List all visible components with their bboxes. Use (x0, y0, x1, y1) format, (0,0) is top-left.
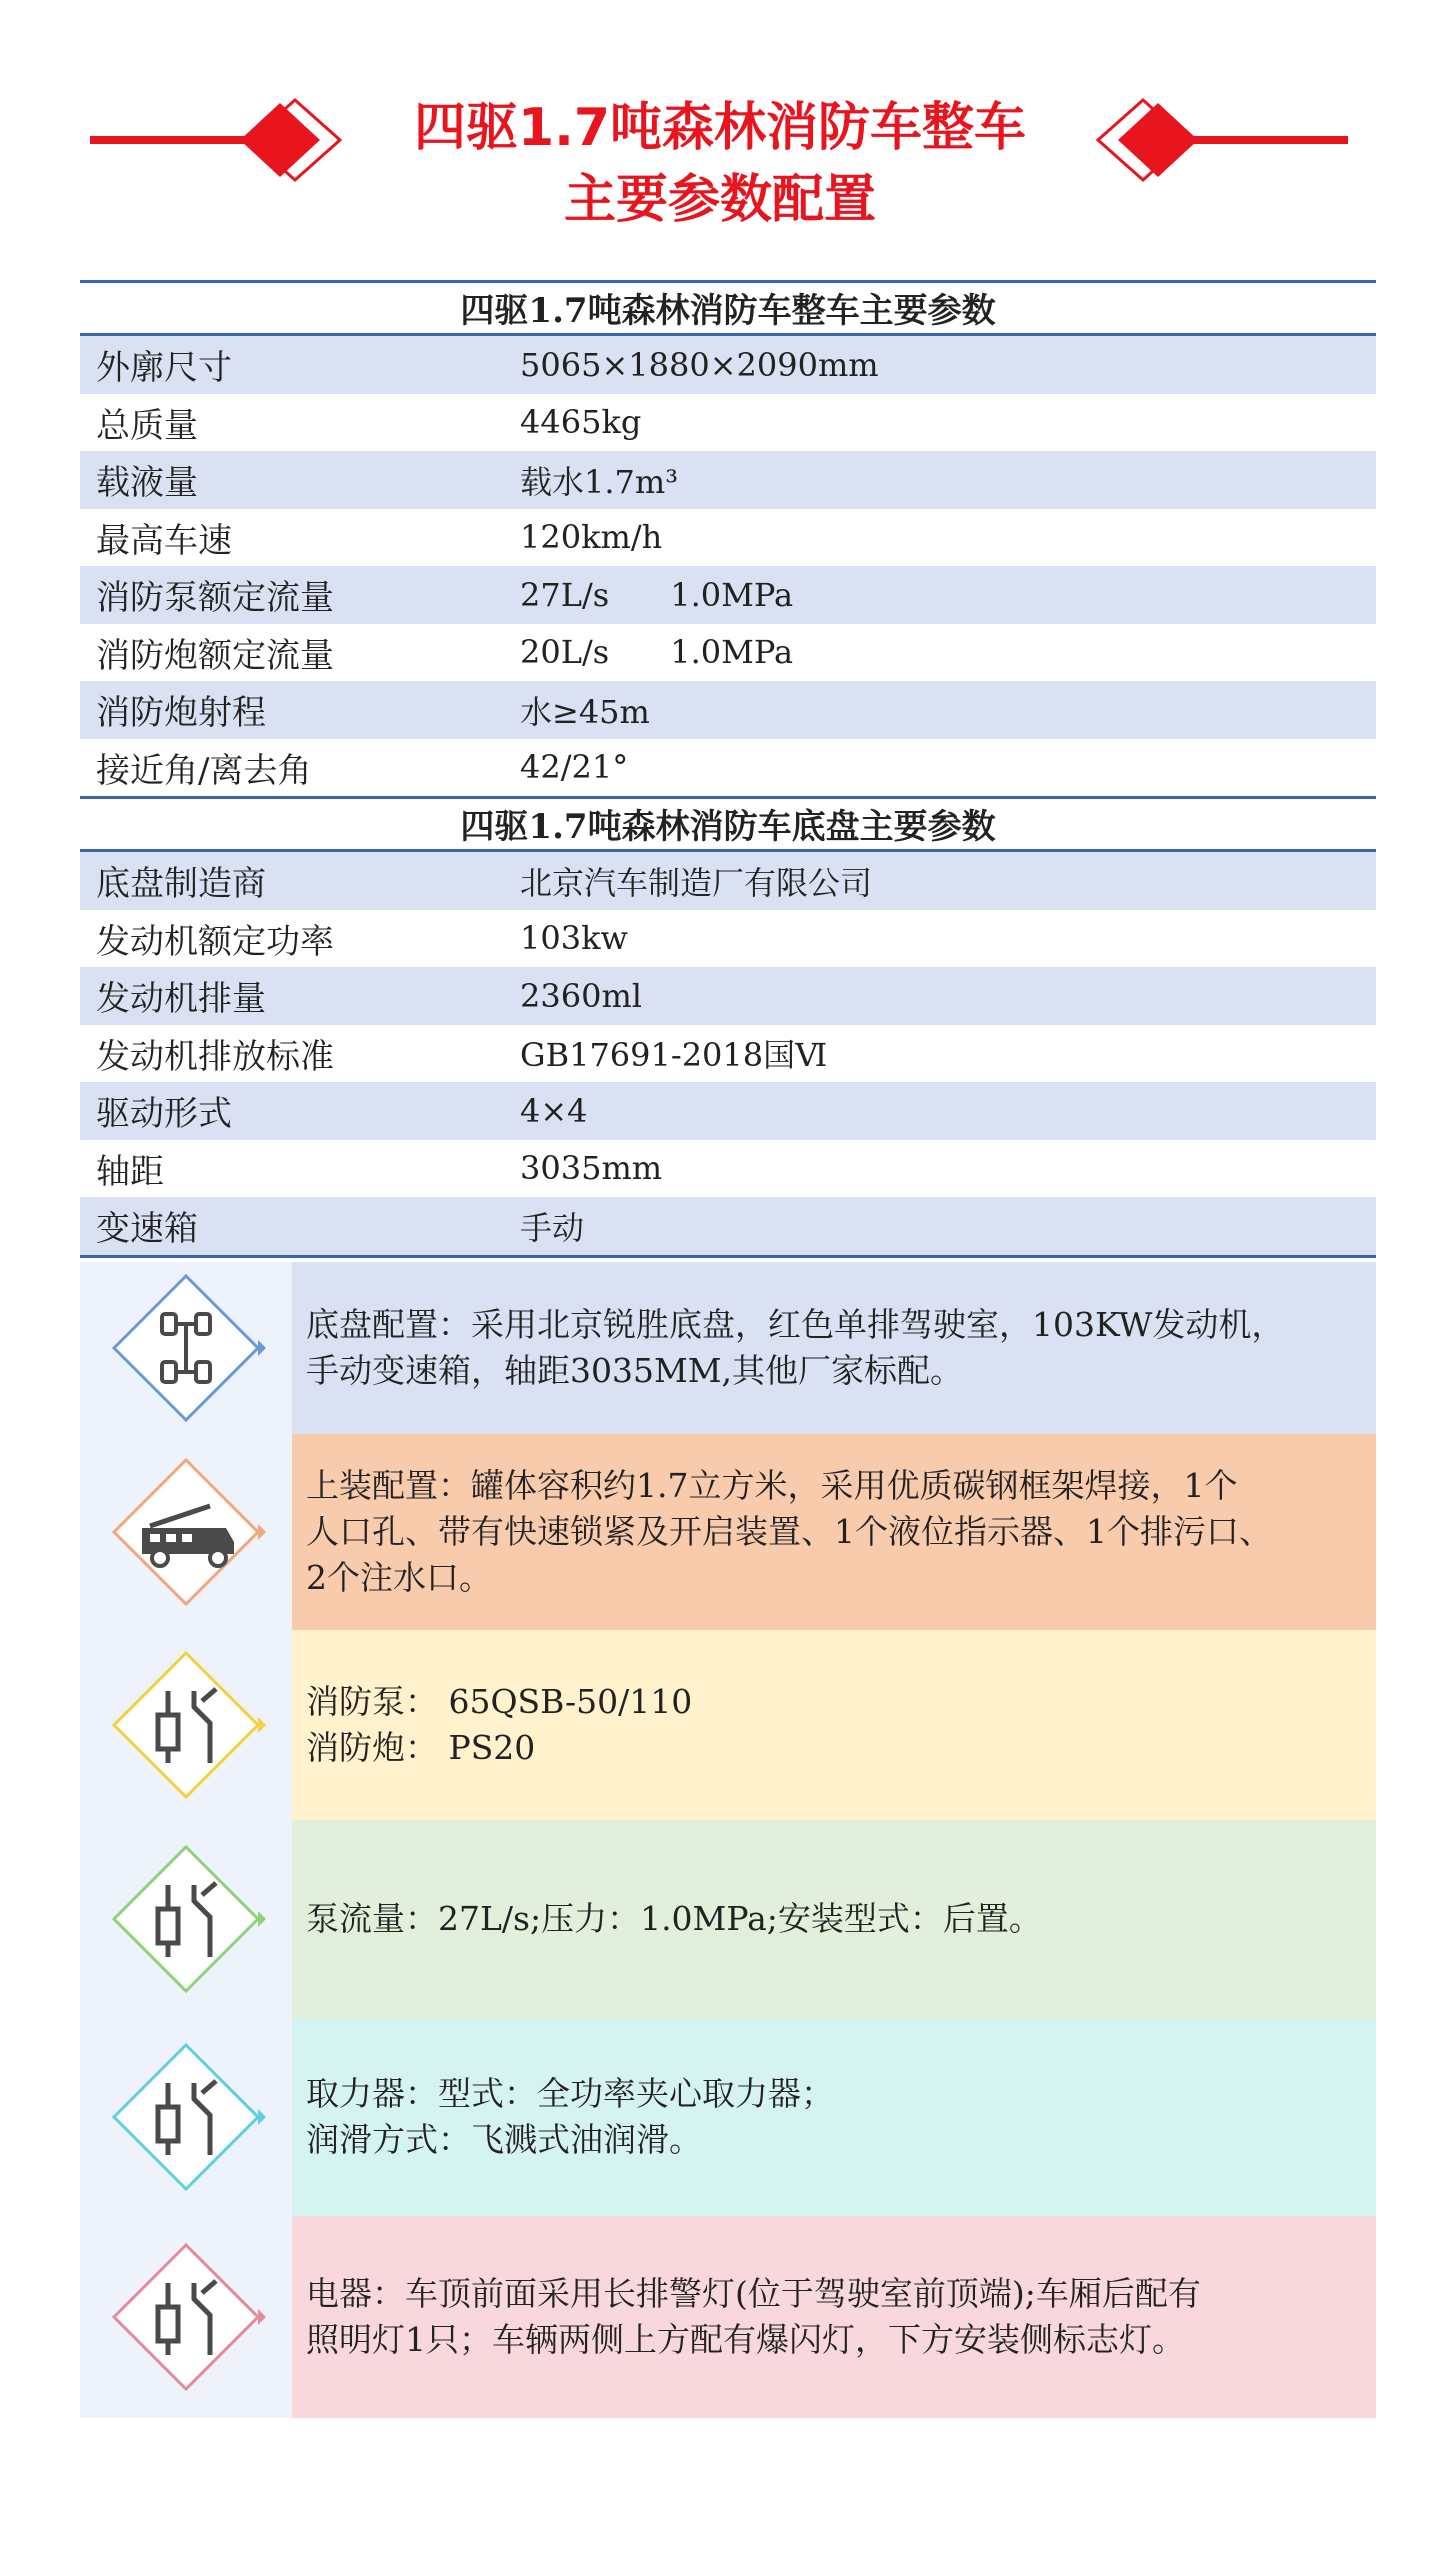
feature-row (80, 2018, 1376, 2216)
param-row (80, 910, 1376, 968)
feature-text (292, 1820, 1376, 2018)
feature-text-line: 取力器：型式：全功率夹心取力器； (306, 2074, 834, 2113)
param-row (80, 451, 1376, 509)
param-row (80, 394, 1376, 452)
feature-row (80, 1262, 1376, 1434)
param-value: 120km/h (520, 518, 663, 557)
param-row (80, 1197, 1376, 1255)
param-value: 载水1.7m³ (520, 462, 679, 501)
param-row (80, 681, 1376, 739)
feature-icon-cell (80, 1434, 292, 1630)
spec-table (80, 280, 1376, 1258)
param-value: 103kw (520, 919, 628, 958)
feature-text-line: 泵流量：27L/s;压力：1.0MPa;安装型式：后置。 (306, 1899, 1042, 1938)
param-value: GB17691-2018国Ⅵ (520, 1036, 828, 1075)
red-diamond-ornament-left (90, 95, 360, 185)
param-label: 底盘制造商 (96, 864, 266, 905)
feature-icon-cell (80, 1630, 292, 1820)
param-label: 载液量 (96, 463, 198, 504)
feature-icon-cell (80, 1820, 292, 2018)
feature-text-line: 电器：车顶前面采用长排警灯(位于驾驶室前顶端);车厢后配有 (306, 2274, 1201, 2313)
param-label: 轴距 (96, 1151, 164, 1192)
flow-icon (106, 1839, 266, 1999)
param-value: 2360ml (520, 976, 643, 1015)
param-value: 20L/s 1.0MPa (520, 633, 794, 672)
feature-text (292, 2216, 1376, 2418)
param-row (80, 509, 1376, 567)
feature-text (292, 2018, 1376, 2216)
red-diamond-ornament-right (1078, 95, 1348, 185)
param-label: 外廓尺寸 (96, 348, 232, 389)
param-value: 4×4 (520, 1091, 588, 1130)
fire-truck-icon (106, 1452, 266, 1612)
feature-text-line: 人口孔、带有快速锁紧及开启装置、1个液位指示器、1个排污口、 (306, 1512, 1272, 1551)
chassis-params-heading: 四驱1.7吨森林消防车底盘主要参数 (80, 796, 1376, 852)
feature-icon-cell (80, 2018, 292, 2216)
param-label: 发动机排量 (96, 979, 266, 1020)
pump-icon (106, 1645, 266, 1805)
param-value: 3035mm (520, 1149, 663, 1188)
param-label: 变速箱 (96, 1209, 198, 1250)
param-label: 消防炮额定流量 (96, 635, 334, 676)
table-bottom-rule (80, 1255, 1376, 1258)
feature-text (292, 1630, 1376, 1820)
feature-row (80, 1630, 1376, 1820)
param-row (80, 852, 1376, 910)
param-value: 27L/s 1.0MPa (520, 575, 794, 614)
feature-text-line: 消防泵： 65QSB-50/110 (306, 1682, 693, 1721)
electric-icon (106, 2237, 266, 2397)
param-row (80, 1025, 1376, 1083)
feature-text-line: 手动变速箱，轴距3035MM,其他厂家标配。 (306, 1351, 964, 1390)
param-row (80, 739, 1376, 797)
feature-text (292, 1262, 1376, 1434)
param-label: 驱动形式 (96, 1094, 232, 1135)
page-title-line-1: 四驱1.7吨森林消防车整车 (413, 98, 1027, 158)
feature-row (80, 1434, 1376, 1630)
page-title-line-2: 主要参数配置 (563, 170, 876, 230)
param-label: 发动机排放标准 (96, 1036, 334, 1077)
chassis-params-rows (80, 852, 1376, 1255)
page-title (330, 92, 1110, 236)
vehicle-params-rows (80, 336, 1376, 796)
param-value: 42/21° (520, 748, 629, 787)
pto-icon (106, 2037, 266, 2197)
param-row (80, 1140, 1376, 1198)
param-value: 水≥45m (520, 692, 650, 731)
param-label: 消防泵额定流量 (96, 578, 334, 619)
feature-icon-cell (80, 2216, 292, 2418)
param-label: 发动机额定功率 (96, 921, 334, 962)
feature-list (80, 1262, 1376, 2418)
feature-text-line: 照明灯1只；车辆两侧上方配有爆闪灯，下方安装侧标志灯。 (306, 2320, 1185, 2359)
feature-text-line: 润滑方式：飞溅式油润滑。 (306, 2120, 702, 2159)
param-label: 最高车速 (96, 520, 232, 561)
param-value: 4465kg (520, 403, 642, 442)
param-row (80, 566, 1376, 624)
feature-text-line: 上装配置：罐体容积约1.7立方米，采用优质碳钢框架焊接，1个 (306, 1466, 1238, 1505)
param-row (80, 336, 1376, 394)
param-value: 5065×1880×2090mm (520, 345, 879, 384)
param-row (80, 1082, 1376, 1140)
page-header (0, 0, 1440, 270)
vehicle-params-heading: 四驱1.7吨森林消防车整车主要参数 (80, 280, 1376, 336)
chassis-icon (106, 1268, 266, 1428)
feature-row (80, 1820, 1376, 2018)
param-label: 消防炮射程 (96, 693, 266, 734)
param-value: 手动 (520, 1208, 585, 1247)
feature-icon-cell (80, 1262, 292, 1434)
param-label: 总质量 (96, 405, 198, 446)
feature-row (80, 2216, 1376, 2418)
feature-text-line: 消防炮： PS20 (306, 1728, 536, 1767)
feature-text (292, 1434, 1376, 1630)
param-row (80, 967, 1376, 1025)
feature-text-line: 底盘配置：采用北京锐胜底盘，红色单排驾驶室，103KW发动机， (306, 1305, 1285, 1344)
feature-text-line: 2个注水口。 (306, 1558, 492, 1597)
param-label: 接近角/离去角 (96, 750, 312, 791)
param-row (80, 624, 1376, 682)
param-value: 北京汽车制造厂有限公司 (520, 863, 873, 902)
